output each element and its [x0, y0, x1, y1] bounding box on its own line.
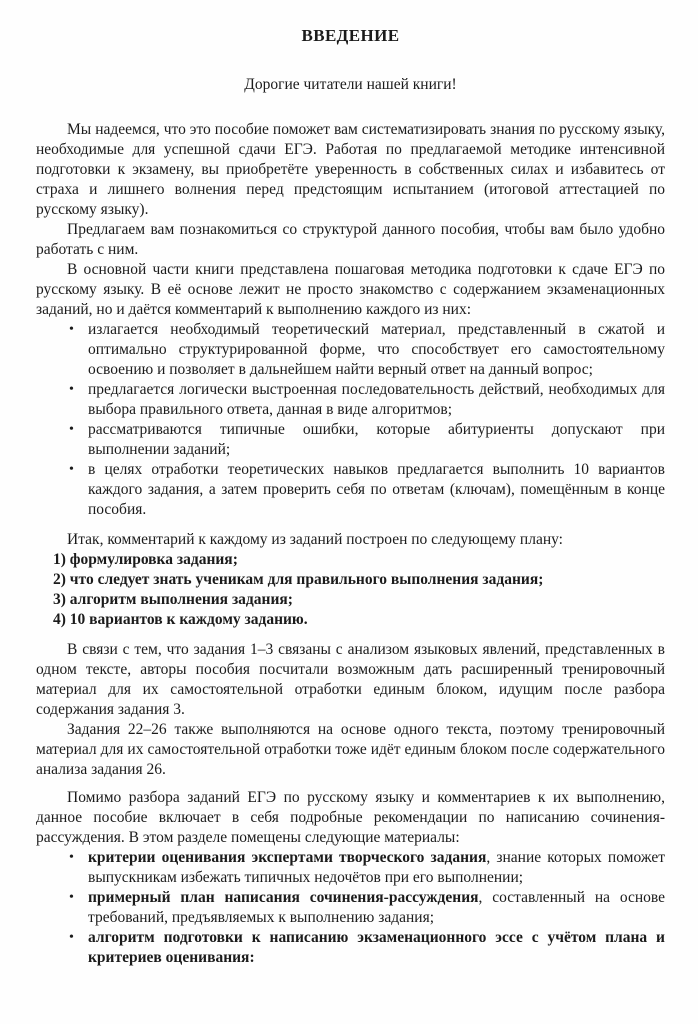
plan-item: 1) формулировка задания;	[53, 551, 238, 568]
paragraph-tasks-1-3: В связи с тем, что задания 1–3 связаны с анализом языковых явлений, представленных в одном тексте, авторы пособия посчитали возможным дать расширенный тренировочный материал для их самостоятельной отработки единым блоком, идущим после разбора содержания задания 3.	[36, 641, 665, 718]
method-bullet-list	[36, 320, 665, 520]
bullet-icon: •	[69, 322, 74, 337]
bullet-icon: •	[69, 462, 74, 477]
paragraph-tasks-22-26: Задания 22–26 также выполняются на основе одного текста, поэтому тренировочный материал для их самостоятельной отработки тоже идёт единым блоком после содержательного анализа задания 26.	[36, 721, 665, 778]
bullet-icon: •	[69, 382, 74, 397]
list-item-text: излагается необходимый теоретический материал, представленный в сжатой и оптимально структурированной форме, что способствует его самостоятельному освоению и позволяет в дальнейшем найти верный ответ на данный вопрос;	[88, 321, 665, 378]
list-item-text: предлагается логически выстроенная последовательность действий, необходимых для выбора правильного ответа, данная в виде алгоритмов;	[88, 381, 665, 418]
bullet-icon: •	[69, 850, 74, 865]
list-item-lead: алгоритм подготовки к написанию экзаменационного эссе с учётом плана и критериев оценивания:	[88, 929, 665, 966]
plan-item: 4) 10 вариантов к каждому заданию.	[53, 611, 308, 628]
salutation: Дорогие читатели нашей книги!	[244, 76, 457, 93]
bullet-icon: •	[69, 930, 74, 945]
list-item-lead: критерии оценивания экспертами творческого задания	[88, 849, 487, 866]
bullet-icon: •	[69, 422, 74, 437]
paragraph-intro: Мы надеемся, что это пособие поможет вам систематизировать знания по русскому языку, необходимые для успешной сдачи ЕГЭ. Работая по предлагаемой методике интенсивной подготовки к экзамену, вы приобретёте уверенность в собственных силах и избавитесь от страха и лишнего волнения перед предстоящим испытанием (итоговой аттестацией по русскому языку).	[36, 121, 665, 218]
paragraph-main-part: В основной части книги представлена пошаговая методика подготовки к сдаче ЕГЭ по русскому языку. В её основе лежит не просто знакомство с содержанием экзаменационных заданий, но и даётся комментарий к выполнению каждого из них:	[36, 261, 665, 318]
list-item-lead: примерный план написания сочинения-рассуждения	[88, 889, 479, 906]
list-item-text: рассматриваются типичные ошибки, которые абитуриенты допускают при выполнении заданий;	[88, 421, 665, 458]
list-item-text: в целях отработки теоретических навыков предлагается выполнить 10 вариантов каждого задания, а затем проверить себя по ответам (ключам), помещённым в конце пособия.	[88, 461, 665, 518]
paragraph-structure-offer: Предлагаем вам познакомиться со структурой данного пособия, чтобы вам было удобно работать с ним.	[36, 221, 665, 258]
plan-list	[53, 550, 665, 630]
list-item	[36, 460, 665, 520]
paragraph-essay-section: Помимо разбора заданий ЕГЭ по русскому языку и комментариев к их выполнению, данное пособие включает в себя подробные рекомендации по написанию сочинения-рассуждения. В этом разделе помещены следующие материалы:	[36, 789, 665, 846]
list-item	[36, 380, 665, 420]
paragraph-plan-intro: Итак, комментарий к каждому из заданий построен по следующему плану:	[67, 531, 563, 548]
list-item	[36, 320, 665, 380]
list-item-text: , составленный на основе требований, предъявляемых к выполнению задания;	[88, 889, 665, 926]
list-item	[36, 928, 665, 968]
plan-item: 3) алгоритм выполнения задания;	[53, 591, 293, 608]
page-title: ВВЕДЕНИЕ	[301, 26, 400, 45]
list-item	[36, 420, 665, 460]
list-item-text: , знание которых поможет выпускникам избежать типичных недочётов при его выполнении;	[88, 849, 666, 886]
bullet-icon: •	[69, 890, 74, 905]
list-item	[36, 888, 665, 928]
materials-bullet-list	[36, 848, 665, 968]
list-item	[36, 848, 665, 888]
plan-item: 2) что следует знать ученикам для правильного выполнения задания;	[53, 571, 544, 588]
